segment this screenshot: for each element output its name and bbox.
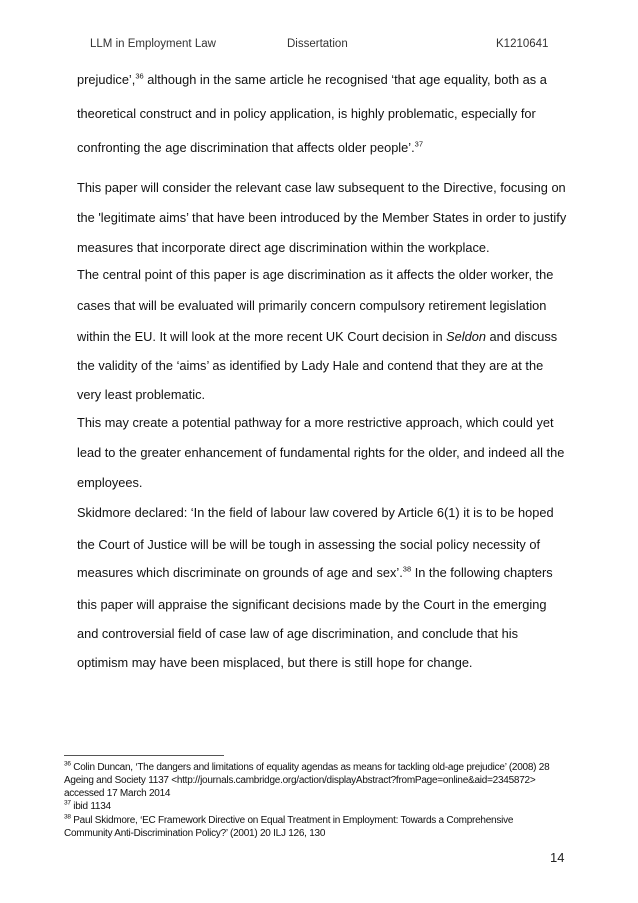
body-line: prejudice’,$^{36}$ although in the same article he recognised ‘that age equality, both as a bbox=[77, 71, 547, 87]
body-line: lead to the greater enhancement of fundamental rights for the older, and indeed all the bbox=[77, 445, 565, 460]
body-line: Skidmore declared: ‘In the field of labour law covered by Article 6(1) it is to be hoped bbox=[77, 505, 554, 520]
header-student-id: K1210641 bbox=[496, 38, 549, 50]
body-line: measures that incorporate direct age discrimination within the workplace. bbox=[77, 240, 490, 255]
body-line: theoretical construct and in policy application, is highly problematic, especially for bbox=[77, 106, 536, 121]
body-line: optimism may have been misplaced, but there is still hope for change. bbox=[77, 655, 473, 670]
body-line: this paper will appraise the significant decisions made by the Court in the emerging bbox=[77, 597, 547, 612]
body-line: within the EU. It will look at the more recent UK Court decision in Seldon and discuss bbox=[77, 329, 558, 344]
case-name: Seldon bbox=[446, 329, 486, 344]
footnote-37: $^{37}$ ibid 1134 bbox=[64, 799, 111, 812]
footnote-38: $^{38}$ Paul Skidmore, ‘EC Framework Directive on Equal Treatment in Employment: Towards a Comprehensive bbox=[64, 813, 514, 826]
body-line: the 'legitimate aims’ that have been introduced by the Member States in order to justify bbox=[77, 210, 567, 225]
footnote-36: $^{36}$ Colin Duncan, ‘The dangers and limitations of equality agendas as means for tackling old-age prejudice’ (2008) 28 bbox=[64, 760, 550, 773]
footnote-36-url-line[interactable]: Ageing and Society 1137 <http://journals.cambridge.org/action/displayAbstract?fromPage=online&aid=2345872> bbox=[64, 775, 536, 786]
body-line: the Court of Justice will be will be tough in assessing the social policy necessity of bbox=[77, 537, 541, 552]
footnote-separator bbox=[64, 755, 224, 756]
body-line: This may create a potential pathway for a more restrictive approach, which could yet bbox=[77, 415, 554, 430]
footnote-line: accessed 17 March 2014 bbox=[64, 788, 171, 799]
body-line: very least problematic. bbox=[77, 387, 206, 402]
footnote-ref-37[interactable]: 37 bbox=[414, 139, 424, 149]
body-line: cases that will be evaluated will primarily concern compulsory retirement legislation bbox=[77, 298, 547, 313]
header-course: LLM in Employment Law bbox=[90, 38, 216, 50]
body-line: This paper will consider the relevant case law subsequent to the Directive, focusing on bbox=[77, 180, 566, 195]
footnote-ref-36[interactable]: 36 bbox=[135, 71, 144, 81]
body-line: confronting the age discrimination that affects older people’.$^{37}$ bbox=[77, 139, 424, 155]
footnote-line: Community Anti-Discrimination Policy?’ (2001) 20 ILJ 126, 130 bbox=[64, 828, 326, 839]
page-number: 14 bbox=[550, 850, 565, 865]
header-doc-type: Dissertation bbox=[287, 38, 348, 50]
body-line: and controversial field of case law of age discrimination, and conclude that his bbox=[77, 626, 519, 641]
footnote-ref-38[interactable]: 38 bbox=[402, 564, 412, 574]
body-line: the validity of the ‘aims’ as identified by Lady Hale and contend that they are at the bbox=[77, 358, 544, 373]
body-line: employees. bbox=[77, 475, 143, 490]
body-line: The central point of this paper is age discrimination as it affects the older worker, the bbox=[77, 267, 554, 282]
body-line: measures which discriminate on grounds of age and sex’.$^{38}$ In the following chapters bbox=[77, 564, 553, 580]
